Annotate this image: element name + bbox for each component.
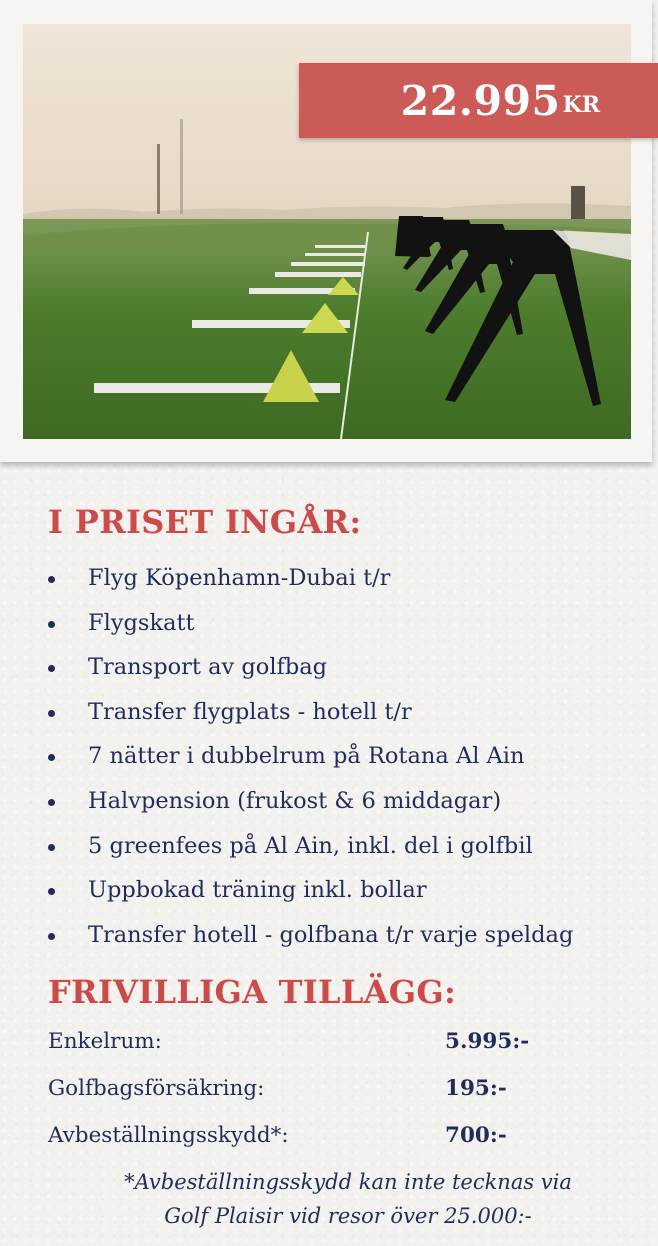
list-item: Transport av golfbag bbox=[46, 651, 573, 696]
list-item: Transfer flygplats - hotell t/r bbox=[46, 696, 573, 741]
options-heading: FRIVILLIGA TILLÄGG: bbox=[48, 973, 457, 1011]
list-item: 7 nätter i dubbelrum på Rotana Al Ain bbox=[46, 740, 573, 785]
list-item: 5 greenfees på Al Ain, inkl. del i golfbil bbox=[46, 830, 573, 875]
price-amount: 22.995 bbox=[400, 76, 561, 125]
bullet-dot-icon bbox=[48, 799, 55, 806]
option-row-golfbag-insurance bbox=[48, 1072, 608, 1119]
option-price: 5.995:- bbox=[445, 1029, 530, 1054]
option-price: 700:- bbox=[445, 1123, 507, 1148]
options-table bbox=[48, 1025, 608, 1166]
option-row-cancellation-protection bbox=[48, 1119, 608, 1166]
bullet-dot-icon bbox=[48, 621, 55, 628]
option-label: Golfbagsförsäkring: bbox=[48, 1076, 265, 1101]
bullet-dot-icon bbox=[48, 933, 55, 940]
list-item: Uppbokad träning inkl. bollar bbox=[46, 874, 573, 919]
bullet-dot-icon bbox=[48, 844, 55, 851]
bullet-dot-icon bbox=[48, 576, 55, 583]
option-label: Avbeställningsskydd*: bbox=[48, 1123, 289, 1148]
option-label: Enkelrum: bbox=[48, 1029, 162, 1054]
option-row-single-room bbox=[48, 1025, 608, 1072]
list-item: Halvpension (frukost & 6 middagar) bbox=[46, 785, 573, 830]
list-item: Transfer hotell - golfbana t/r varje speldag bbox=[46, 919, 573, 964]
footnote bbox=[48, 1165, 648, 1233]
bullet-dot-icon bbox=[48, 888, 55, 895]
footnote-line: *Avbeställningsskydd kan inte tecknas via bbox=[124, 1170, 572, 1194]
price-tag bbox=[299, 63, 658, 138]
bullet-dot-icon bbox=[48, 665, 55, 672]
list-item: Flyg Köpenhamn-Dubai t/r bbox=[46, 562, 573, 607]
included-heading: I PRISET INGÅR: bbox=[48, 503, 362, 541]
bullet-dot-icon bbox=[48, 710, 55, 717]
list-item: Flygskatt bbox=[46, 607, 573, 652]
bullet-dot-icon bbox=[48, 754, 55, 761]
footnote-line: Golf Plaisir vid resor över 25.000:- bbox=[164, 1204, 532, 1228]
price-unit: KR bbox=[562, 91, 600, 118]
included-list bbox=[46, 562, 573, 963]
option-price: 195:- bbox=[445, 1076, 507, 1101]
